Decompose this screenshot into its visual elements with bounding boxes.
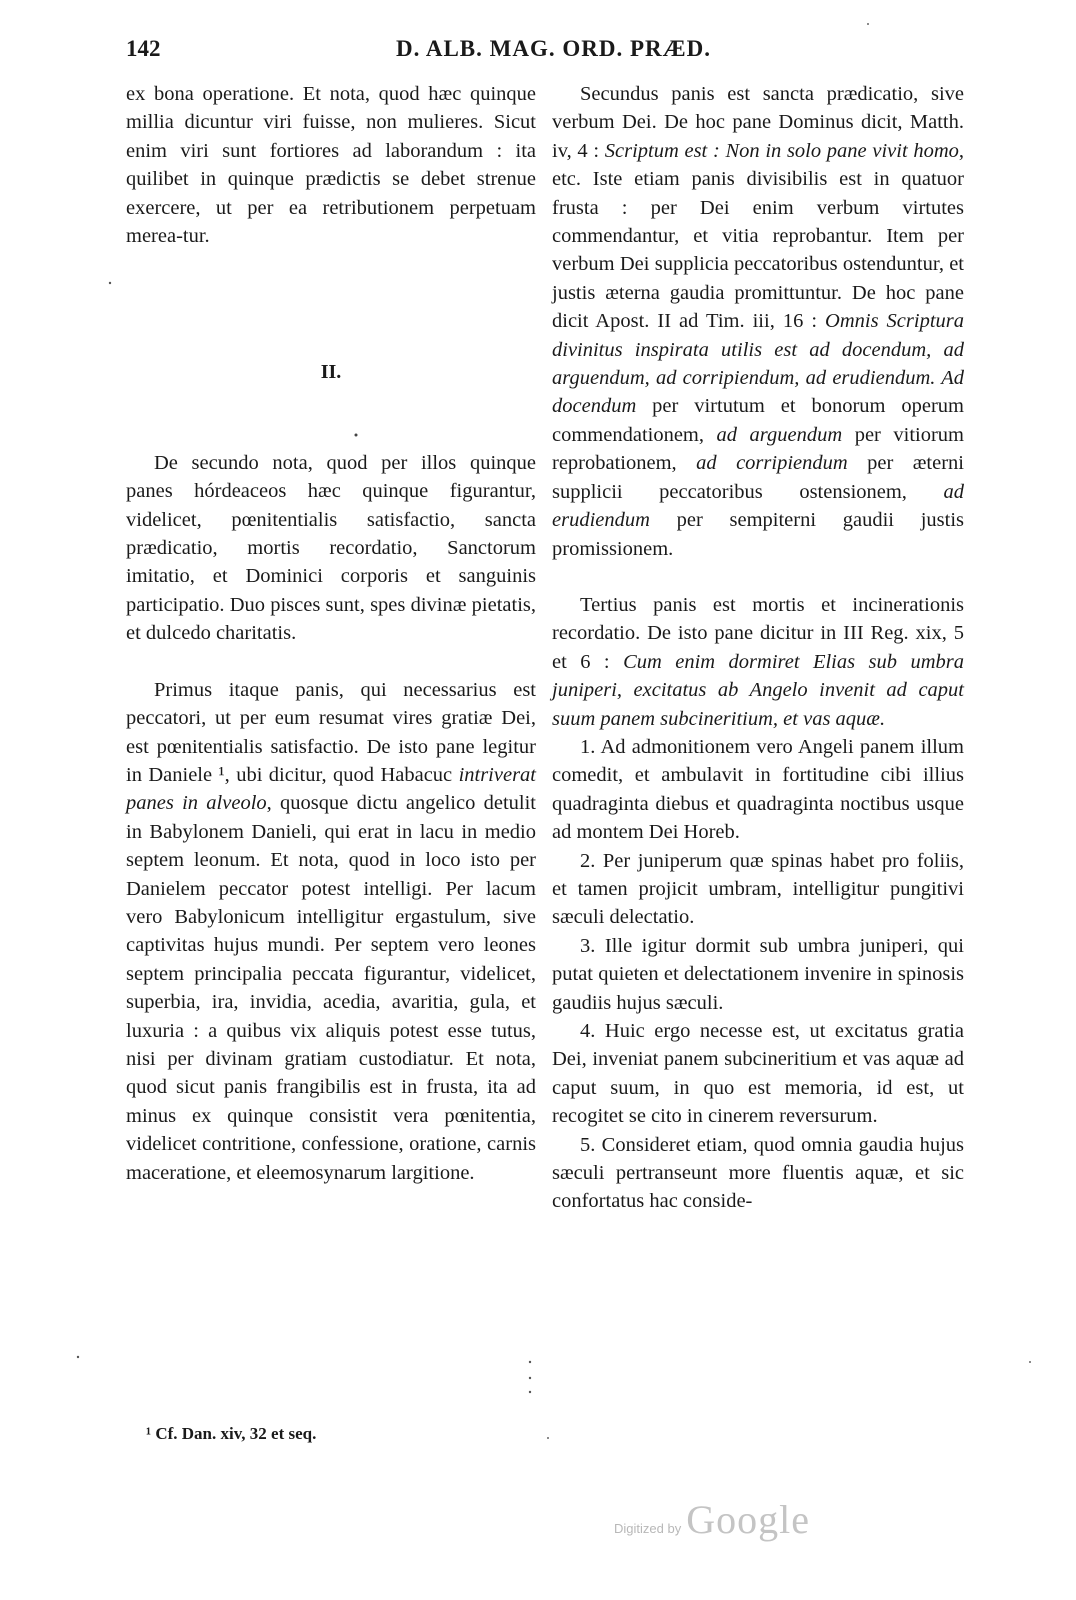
paragraph-secundo: De secundo nota, quod per illos quinque panes hórdeaceos hæc quinque figurantur, videlicet, pœnitentialis satisfactio, sancta prædicatio, mortis recordatio, Sanctorum imitatio, et Dominici corporis et sanguinis participatio. Duo pisces sunt, spes divinæ pietatis, et dulcedo charitatis.: [126, 451, 536, 645]
text-run: per æterni supplicii peccatoribus ostensionem,: [552, 452, 965, 503]
section-number: II.: [320, 361, 342, 384]
text-run: per vitiorum reprobationem,: [552, 423, 964, 475]
text-run: Primus itaque panis, qui necessarius est peccatori, ut per eum resumat vires gratiæ Dei, est pœnitentialis satisfactio. De isto pane legitur in Daniele ¹, ubi dicitur, quod Habacuc: [126, 678, 536, 786]
italic-quote: intriverat panes in alveolo: [126, 763, 536, 815]
numbered-item-3: 3. Ille igitur dormit sub umbra juniperi, qui putat quieten et delectationem invenire in spinosis gaudiis hujus sæculi.: [552, 934, 964, 1014]
running-head: D. ALB. MAG. ORD. PRÆD.: [396, 36, 711, 61]
italic-quote: Omnis Scriptura divinitus inspirata utilis est ad docendum, ad arguendum, ad corripiendum, ad erudiendum. Ad docendum: [552, 310, 964, 418]
text-run: per virtutum et bonorum operum commendationem,: [552, 395, 964, 446]
italic-quote: Cum enim dormiret Elias sub umbra juniperi, excitatus ab Angelo invenit ad caput suum panem subcineritium, et vas aquæ.: [552, 650, 965, 730]
text-run: , etc. Iste etiam panis divisibilis est in quatuor frusta : per Dei enim verbum virtutes commendantur, et vitia reprobantur. Item per verbum Dei supplicia peccatoribus ostenduntur, et justis æterna gaudia promittuntur. De hoc pane dicit Apost. II ad Tim. iii, 16 :: [552, 139, 965, 333]
italic-quote: ad erudiendum: [552, 480, 964, 532]
watermark-prefix: Digitized by: [614, 1521, 682, 1536]
page-number: 142: [126, 36, 161, 61]
italic-quote: ad corripiendum: [696, 452, 848, 475]
paragraph-continuation: ex bona operatione. Et nota, quod hæc quinque millia dicuntur viri fuisse, non mulieres. Sicut enim viri sunt fortiores ad laborandum : ita quilibet in quinque prædictis se debet strenue exercere, ut per ea retributionem perpetuam merea-tur.: [126, 83, 536, 248]
text-run: per sempiterni gaudii justis promissionem.: [552, 509, 964, 560]
numbered-item-4: 4. Huic ergo necesse est, ut excitatus gratia Dei, inveniat panem subcineritium et vas aquæ ad caput suum, in quo est memoria, id est, ut recogitet se cito in cinerem reversurum.: [552, 1020, 964, 1128]
text-run: , quosque dictu angelico detulit in Babylonem Danieli, qui erat in lacu in medio septem leonum. Et nota, quod in loco isto per Danielem peccator potest intelligi. Per lacum vero Babylonicum intelligitur ergastulum, sive captivitas hujus mundi. Per septem vero leones septem principalia peccata figurantur, videlicet, superbia, ira, invidia, acedia, avaritia, gula, et luxuria : a quibus vix aliquis potest esse tutus, nisi per divinam gratiam custodiatur. Et nota, quod sicut panis frangibilis est in frusta, ita ad minus ex quinque consistit vera pœnitentia, videlicet contritione, confessione, oratione, carnis maceratione, et eleemosynarum largitione.: [126, 792, 536, 1184]
google-logo: Google: [686, 1497, 811, 1542]
text-run: Secundus panis est sancta prædicatio, sive verbum Dei. De hoc pane Dominus dicit, Matth. iv, 4 :: [552, 83, 964, 162]
footnote: ¹ Cf. Dan. xiv, 32 et seq.: [146, 1424, 317, 1443]
text-run: Tertius panis est mortis et incinerationis recordatio. De isto pane dicitur in III Reg. xix, 5 et 6 :: [552, 593, 964, 673]
numbered-item-5: 5. Consideret etiam, quod omnia gaudia hujus sæculi pertranseunt more fluentis aquæ, et sic confortatus hac conside-: [552, 1133, 964, 1213]
italic-quote: ad arguendum: [716, 423, 843, 446]
numbered-item-2: 2. Per juniperum quæ spinas habet pro foliis, et tamen projicit umbram, intelligitur pungitivi sæculi delectatio.: [552, 849, 964, 929]
numbered-item-1: 1. Ad admonitionem vero Angeli panem illum comedit, et ambulavit in fortitudine cibi illius quadraginta diebus et quadraginta noctibus usque ad montem Dei Horeb.: [552, 735, 964, 844]
italic-quote: Scriptum est : Non in solo pane vivit homo: [604, 139, 959, 162]
